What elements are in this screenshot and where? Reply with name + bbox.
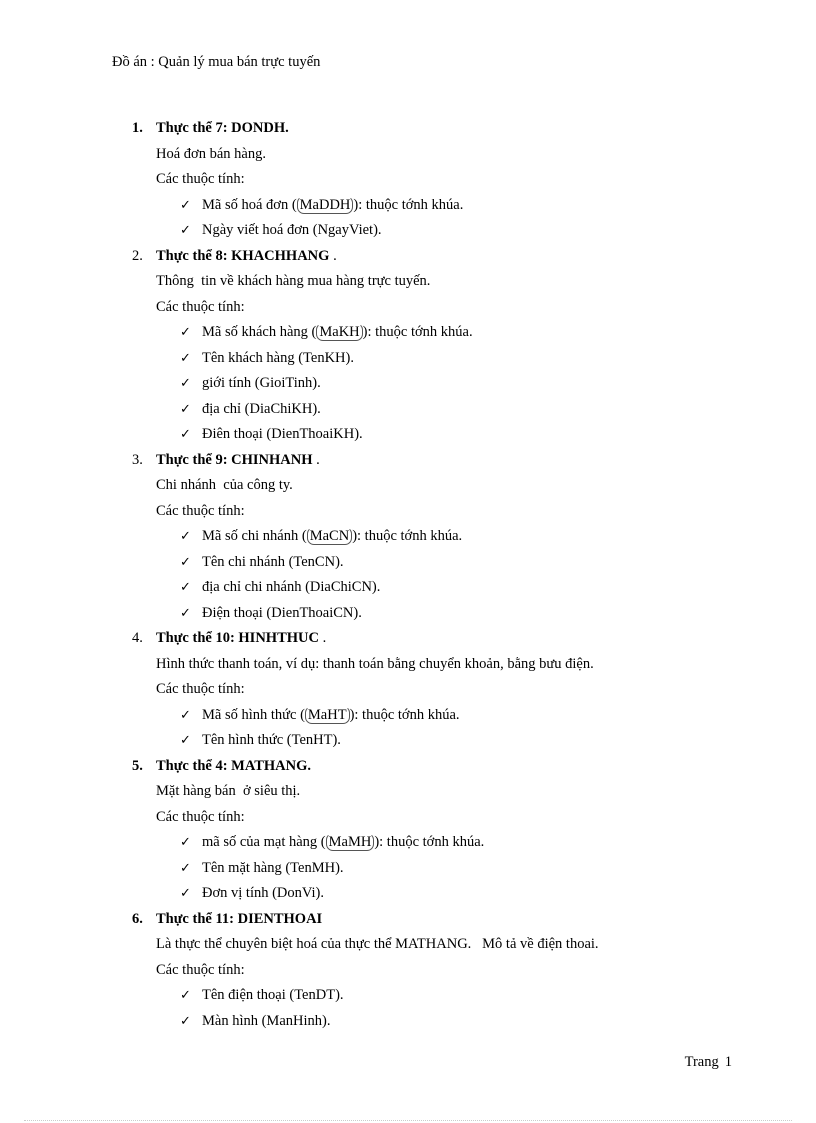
attribute-text bbox=[202, 575, 380, 601]
entity-section bbox=[132, 907, 752, 1035]
attribute-item bbox=[132, 856, 752, 882]
entity-heading bbox=[132, 116, 752, 142]
attribute-text bbox=[202, 1009, 330, 1035]
attribute-text bbox=[202, 218, 382, 244]
entity-description: Hình thức thanh toán, ví dụ: thanh toán bằng chuyển khoản, bằng bưu điện. bbox=[156, 655, 594, 672]
primary-key: MaKH bbox=[316, 323, 362, 341]
attribute-item bbox=[132, 346, 752, 372]
entity-number: 4. bbox=[132, 630, 143, 646]
attribute-text bbox=[202, 320, 473, 346]
attribute-item bbox=[132, 601, 752, 627]
attribute-name: Mã số hình thức ( bbox=[202, 706, 305, 723]
checkmark-icon: ✓ bbox=[180, 988, 191, 1003]
checkmark-icon: ✓ bbox=[180, 886, 191, 901]
page-header: Đồ án : Quản lý mua bán trực tuyến bbox=[112, 54, 321, 70]
checkmark-icon: ✓ bbox=[180, 733, 191, 748]
entity-description: Thông tin về khách hàng mua hàng trực tuyến. bbox=[156, 273, 431, 289]
attribute-text bbox=[202, 983, 344, 1009]
attribute-item bbox=[132, 703, 752, 729]
attribute-item bbox=[132, 881, 752, 907]
checkmark-icon: ✓ bbox=[180, 1013, 191, 1029]
attribute-name: địa chỉ chi nhánh (DiaChiCN). bbox=[202, 579, 381, 595]
entity-section bbox=[132, 754, 752, 907]
primary-key: MaHT bbox=[305, 706, 350, 724]
attribute-item bbox=[132, 371, 752, 397]
attribute-name: Tên khách hàng (TenKH). bbox=[202, 349, 354, 366]
entity-section bbox=[132, 626, 752, 754]
entity-section bbox=[132, 116, 752, 244]
entity-section bbox=[132, 244, 752, 448]
entity-list bbox=[132, 116, 752, 1034]
attribute-text bbox=[202, 728, 341, 754]
primary-key: MaDDH bbox=[297, 196, 354, 214]
entity-title-tail: . bbox=[312, 451, 320, 468]
entity-description: Hoá đơn bán hàng. bbox=[156, 145, 266, 162]
entity-title-tail: . bbox=[318, 630, 327, 646]
entity-title-tail: . bbox=[329, 247, 337, 264]
attribute-name: Mã số hoá đơn ( bbox=[202, 196, 297, 213]
attribute-key-note: ): thuộc tớnh khúa. bbox=[362, 324, 473, 340]
attribute-name: Tên mặt hàng (TenMH). bbox=[202, 859, 344, 876]
checkmark-icon: ✓ bbox=[180, 580, 191, 595]
checkmark-icon: ✓ bbox=[180, 376, 191, 391]
primary-key: MaMH bbox=[326, 833, 375, 851]
entity-title: Thực thể 4: MATHANG. bbox=[156, 757, 312, 774]
page-number: 1 bbox=[724, 1054, 732, 1070]
checkmark-icon: ✓ bbox=[180, 401, 191, 417]
checkmark-icon: ✓ bbox=[180, 197, 191, 213]
attribute-text bbox=[202, 601, 362, 627]
attribute-item bbox=[132, 830, 752, 856]
attribute-name: mã số của mạt hàng ( bbox=[202, 834, 326, 850]
entity-heading bbox=[132, 244, 752, 270]
checkmark-icon: ✓ bbox=[180, 529, 191, 544]
entity-description: Chi nhánh của công ty. bbox=[156, 477, 293, 493]
attribute-name: Tên chi nhánh (TenCN). bbox=[202, 553, 344, 570]
entity-heading bbox=[132, 448, 752, 474]
attribute-name: Tên hình thức (TenHT). bbox=[202, 732, 341, 748]
attributes-label: Các thuộc tính: bbox=[156, 808, 245, 825]
attribute-item bbox=[132, 397, 752, 423]
attribute-name: Đơn vị tính (DonVi). bbox=[202, 885, 324, 901]
attribute-key-note: ): thuộc tớnh khúa. bbox=[349, 706, 460, 723]
entity-number: 1. bbox=[132, 120, 143, 136]
attributes-label: Các thuộc tính: bbox=[156, 681, 245, 697]
attributes-label: Các thuộc tính: bbox=[156, 171, 245, 187]
attribute-name: Điên thoại (DienThoaiKH). bbox=[202, 426, 363, 442]
page-bottom-divider bbox=[24, 1120, 792, 1121]
attribute-name: Mã số khách hàng ( bbox=[202, 324, 317, 340]
attribute-item bbox=[132, 422, 752, 448]
attribute-item bbox=[132, 575, 752, 601]
attribute-name: giới tính (GioiTinh). bbox=[202, 375, 321, 391]
attribute-text bbox=[202, 881, 324, 907]
attribute-item bbox=[132, 320, 752, 346]
primary-key: MaCN bbox=[307, 527, 352, 545]
attribute-item bbox=[132, 218, 752, 244]
attribute-text bbox=[202, 550, 344, 576]
attribute-text bbox=[202, 193, 463, 219]
checkmark-icon: ✓ bbox=[180, 554, 191, 570]
entity-number: 6. bbox=[132, 910, 143, 927]
checkmark-icon: ✓ bbox=[180, 835, 191, 850]
attribute-name: địa chỉ (DiaChiKH). bbox=[202, 400, 321, 417]
checkmark-icon: ✓ bbox=[180, 707, 191, 723]
entity-number: 5. bbox=[132, 757, 143, 774]
attributes-label: Các thuộc tính: bbox=[156, 502, 245, 519]
attribute-text bbox=[202, 830, 484, 856]
attributes-label: Các thuộc tính: bbox=[156, 961, 245, 978]
attribute-item bbox=[132, 1009, 752, 1035]
attribute-name: Mã số chi nhánh ( bbox=[202, 528, 307, 544]
checkmark-icon: ✓ bbox=[180, 223, 191, 238]
entity-heading bbox=[132, 626, 752, 652]
page-label: Trang bbox=[684, 1054, 719, 1070]
attribute-key-note: ): thuộc tớnh khúa. bbox=[353, 196, 464, 213]
page-footer bbox=[685, 1054, 732, 1071]
entity-number: 2. bbox=[132, 247, 143, 264]
attribute-item bbox=[132, 550, 752, 576]
attribute-item bbox=[132, 983, 752, 1009]
attribute-text bbox=[202, 422, 363, 448]
attribute-name: Điện thoại (DienThoaiCN). bbox=[202, 604, 362, 621]
attribute-name: Tên điện thoại (TenDT). bbox=[202, 987, 344, 1003]
checkmark-icon: ✓ bbox=[180, 427, 191, 442]
checkmark-icon: ✓ bbox=[180, 325, 191, 340]
entity-title: Thực thể 11: DIENTHOAI bbox=[156, 910, 323, 927]
entity-description: Mặt hàng bán ở siêu thị. bbox=[156, 783, 301, 799]
entity-title: Thực thể 9: CHINHANH bbox=[156, 451, 313, 468]
attribute-text bbox=[202, 346, 354, 372]
attribute-text bbox=[202, 703, 460, 729]
attribute-item bbox=[132, 524, 752, 550]
attribute-item bbox=[132, 728, 752, 754]
attribute-name: Màn hình (ManHinh). bbox=[202, 1012, 331, 1029]
entity-heading bbox=[132, 907, 752, 933]
entity-title: Thực thể 8: KHACHHANG bbox=[156, 247, 330, 264]
checkmark-icon: ✓ bbox=[180, 605, 191, 621]
entity-title: Thực thể 10: HINHTHUC bbox=[156, 630, 319, 646]
checkmark-icon: ✓ bbox=[180, 350, 191, 366]
attribute-text bbox=[202, 524, 462, 550]
entity-title: Thực thể 7: DONDH. bbox=[156, 120, 289, 136]
attribute-key-note: ): thuộc tớnh khúa. bbox=[374, 834, 485, 850]
attribute-text bbox=[202, 371, 321, 397]
attribute-item bbox=[132, 193, 752, 219]
entity-description: Là thực thể chuyên biệt hoá của thực thể MATHANG. Mô tả về điện thoai. bbox=[156, 936, 599, 952]
attribute-text bbox=[202, 397, 321, 423]
attribute-key-note: ): thuộc tớnh khúa. bbox=[352, 528, 463, 544]
checkmark-icon: ✓ bbox=[180, 860, 191, 876]
attributes-label: Các thuộc tính: bbox=[156, 298, 245, 315]
attribute-text bbox=[202, 856, 344, 882]
attribute-name: Ngày viết hoá đơn (NgayViet). bbox=[202, 222, 382, 238]
entity-section bbox=[132, 448, 752, 627]
entity-number: 3. bbox=[132, 451, 143, 468]
entity-heading bbox=[132, 754, 752, 780]
